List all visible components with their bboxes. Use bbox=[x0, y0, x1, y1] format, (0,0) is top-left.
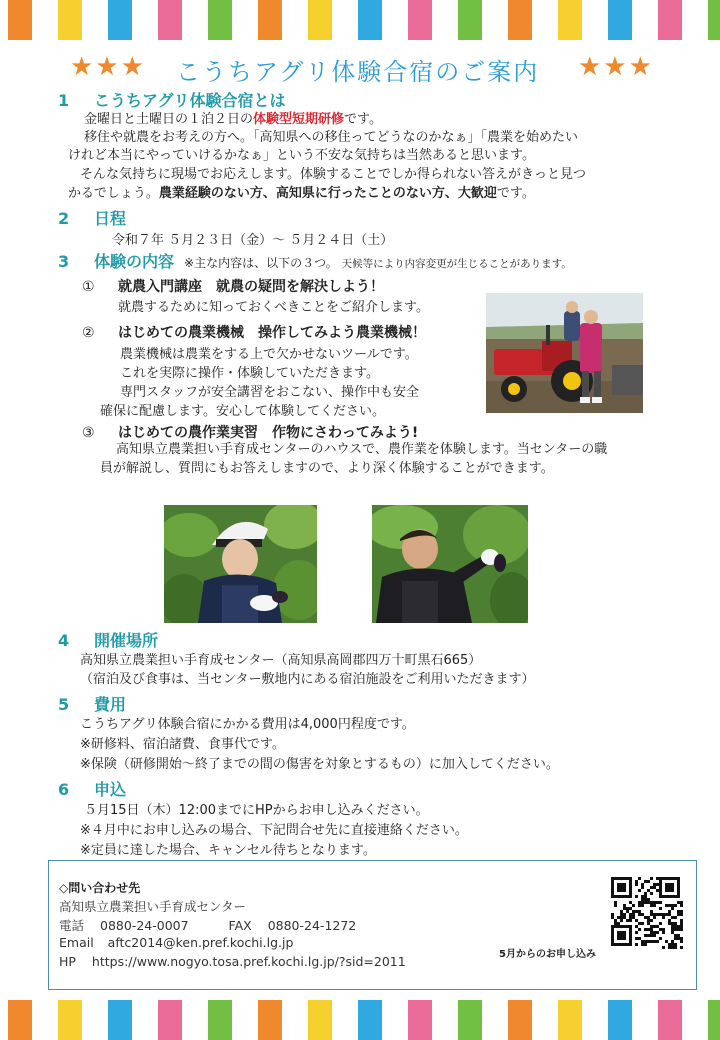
phone-label: 電話 bbox=[59, 918, 85, 933]
section-number: 3 bbox=[58, 252, 70, 271]
stripe-segment bbox=[258, 0, 282, 40]
contact-box bbox=[48, 860, 697, 990]
stripe-segment bbox=[208, 1000, 232, 1040]
stripe-segment bbox=[558, 1000, 582, 1040]
stripe-segment bbox=[408, 1000, 432, 1040]
application-deadline: ５月15日（木）12:00までにHPからお申し込みください。 bbox=[84, 803, 429, 818]
stripe-segment bbox=[158, 0, 182, 40]
stripe-segment bbox=[458, 1000, 482, 1040]
fee-insurance-note: ※保険（研修開始～終了までの間の傷害を対象とするもの）に加入してください。 bbox=[80, 757, 559, 772]
item-title-text: 就農入門講座 就農の疑問を解決しよう！ bbox=[118, 279, 384, 295]
phone-number: 0880-24-0007 bbox=[100, 918, 189, 933]
contact-hp-row bbox=[59, 954, 406, 969]
s1-highlight-short-course: 体験型短期研修 bbox=[253, 112, 345, 127]
stripe-segment bbox=[58, 1000, 82, 1040]
stripe-segment bbox=[358, 0, 382, 40]
s1-line-2: 移住や就農をお考えの方へ。「高知県への移住ってどうなのかなぁ」「農業を始めたい bbox=[84, 130, 579, 145]
s1-line-1-end: です。 bbox=[344, 112, 382, 127]
section-number: 4 bbox=[58, 631, 70, 650]
content-item-2-desc-3: 専門スタッフが安全講習をおこない、操作中も安全 bbox=[120, 385, 420, 400]
top-stripe-border bbox=[0, 0, 720, 40]
venue-address: 高知県立農業担い手育成センター（高知県高岡郡四万十町黒石665） bbox=[80, 653, 482, 668]
s1-line-3: けれど本当にやっていけるかなぁ」という不安な気持ちは当然あると思います。 bbox=[68, 148, 535, 163]
stripe-segment bbox=[658, 0, 682, 40]
stripe-segment bbox=[58, 0, 82, 40]
section-title: 日程 bbox=[94, 209, 127, 228]
stripe-segment bbox=[8, 0, 32, 40]
section-title: 費用 bbox=[94, 695, 127, 714]
stripe-segment bbox=[608, 0, 632, 40]
stripe-segment bbox=[8, 1000, 32, 1040]
section-title: 体験の内容 bbox=[94, 252, 175, 271]
content-item-1-title bbox=[82, 276, 384, 296]
section-1-heading bbox=[58, 88, 286, 111]
section-number: 5 bbox=[58, 695, 70, 714]
page-title-row bbox=[0, 50, 720, 86]
application-april-note: ※４月中にお申し込みの場合、下記問合せ先に直接連絡ください。 bbox=[80, 823, 468, 838]
greenhouse-woman-photo bbox=[164, 505, 317, 623]
s3-weather-note: 天候等により内容変更が生じることがあります。 bbox=[341, 258, 572, 270]
section-6-heading bbox=[58, 777, 126, 800]
section-title: 開催場所 bbox=[94, 631, 159, 650]
section-title: 申込 bbox=[94, 780, 127, 799]
qr-caption: 5月からのお申し込み bbox=[499, 949, 596, 960]
contact-title: ◇問い合わせ先 bbox=[59, 881, 141, 895]
section-number: 1 bbox=[58, 91, 70, 110]
venue-lodging-note: （宿泊及び食事は、当センター敷地内にある宿泊施設をご利用いただきます） bbox=[80, 672, 535, 687]
section-number: 6 bbox=[58, 780, 70, 799]
section-title: こうちアグリ体験合宿とは bbox=[94, 91, 286, 110]
s1-line-5-end: です。 bbox=[496, 186, 535, 201]
stripe-segment bbox=[108, 1000, 132, 1040]
fee-amount: こうちアグリ体験合宿にかかる費用は4,000円程度です。 bbox=[80, 717, 415, 732]
content-item-3-title bbox=[82, 422, 418, 442]
s1-line-1 bbox=[84, 110, 382, 129]
contact-email-row bbox=[59, 935, 293, 950]
bottom-stripe-border bbox=[0, 1000, 720, 1040]
greenhouse-man-photo bbox=[372, 505, 528, 623]
item-marker: ③ bbox=[82, 425, 95, 441]
stripe-segment bbox=[158, 1000, 182, 1040]
fax-label: FAX bbox=[228, 918, 252, 933]
star-decoration-right: ★★★ bbox=[578, 52, 654, 82]
hp-label: HP bbox=[59, 954, 76, 969]
stripe-segment bbox=[458, 0, 482, 40]
email-label: Email bbox=[59, 935, 94, 950]
stripe-segment bbox=[508, 1000, 532, 1040]
schedule-date: 令和７年 ５月２３日（金）～ ５月２４日（土） bbox=[112, 233, 394, 248]
hp-url[interactable]: https://www.nogyo.tosa.pref.kochi.lg.jp/?sid=2011 bbox=[91, 954, 406, 969]
stripe-segment bbox=[308, 1000, 332, 1040]
s3-intro: ※主な内容は、以下の３つ。 bbox=[184, 256, 338, 270]
section-number: 2 bbox=[58, 209, 70, 228]
s1-welcome-text: 農業経験のない方、高知県に行ったことのない方、大歓迎 bbox=[158, 186, 497, 201]
s1-line-4: そんな気持ちに現場でお応えします。体験することでしか得られない答えがきっと見つ bbox=[80, 167, 586, 182]
email-address: aftc2014@ken.pref.kochi.lg.jp bbox=[107, 935, 294, 950]
stripe-segment bbox=[308, 0, 332, 40]
stripe-segment bbox=[708, 0, 720, 40]
section-5-heading bbox=[58, 692, 126, 715]
qr-code[interactable] bbox=[611, 877, 683, 949]
content-item-1-desc: 就農するために知っておくべきことをご紹介します。 bbox=[118, 300, 429, 315]
stripe-segment bbox=[708, 1000, 720, 1040]
s1-line-1-text: 金曜日と土曜日の１泊２日の bbox=[84, 112, 254, 127]
s1-line-5 bbox=[68, 184, 535, 203]
item-marker: ① bbox=[82, 279, 95, 295]
contact-organization: 高知県立農業担い手育成センター bbox=[59, 899, 247, 914]
stripe-segment bbox=[558, 0, 582, 40]
application-waitlist-note: ※定員に達した場合、キャンセル待ちとなります。 bbox=[80, 843, 376, 858]
content-item-2-desc-1: 農業機械は農業をする上で欠かせないツールです。 bbox=[120, 347, 418, 362]
stripe-segment bbox=[508, 0, 532, 40]
tractor-photo bbox=[486, 293, 643, 413]
page-title: こうちアグリ体験合宿のご案内 bbox=[176, 58, 540, 86]
content-item-2-desc-2: これを実際に操作・体験していただきます。 bbox=[120, 366, 379, 381]
item-title-text: はじめての農業機械 操作してみよう農業機械！ bbox=[118, 325, 426, 341]
stripe-segment bbox=[408, 0, 432, 40]
item-title-text: はじめての農作業実習 作物にさわってみよう! bbox=[118, 425, 419, 441]
stripe-segment bbox=[658, 1000, 682, 1040]
content-item-3-desc-1: 高知県立農業担い手育成センターのハウスで、農作業を体験します。当センターの職 bbox=[116, 442, 608, 457]
stripe-segment bbox=[208, 0, 232, 40]
stripe-segment bbox=[258, 1000, 282, 1040]
section-4-heading bbox=[58, 628, 158, 651]
fee-breakdown: ※研修料、宿泊諸費、食事代です。 bbox=[80, 737, 285, 752]
content-item-2-title bbox=[82, 322, 426, 342]
contact-phone-row bbox=[59, 916, 356, 934]
section-2-heading bbox=[58, 206, 126, 229]
section-3-heading bbox=[58, 249, 572, 272]
s1-line-5-text: かるでしょう。 bbox=[68, 186, 159, 201]
stripe-segment bbox=[108, 0, 132, 40]
content-item-3-desc-2: 員が解説し、質問にもお答えしますので、より深く体験することができます。 bbox=[100, 461, 554, 476]
fax-number: 0880-24-1272 bbox=[267, 918, 357, 933]
stripe-segment bbox=[358, 1000, 382, 1040]
item-marker: ② bbox=[82, 325, 95, 341]
stripe-segment bbox=[608, 1000, 632, 1040]
star-decoration-left: ★★★ bbox=[70, 52, 146, 82]
content-item-2-desc-4: 確保に配慮します。安心して体験してください。 bbox=[100, 404, 385, 419]
